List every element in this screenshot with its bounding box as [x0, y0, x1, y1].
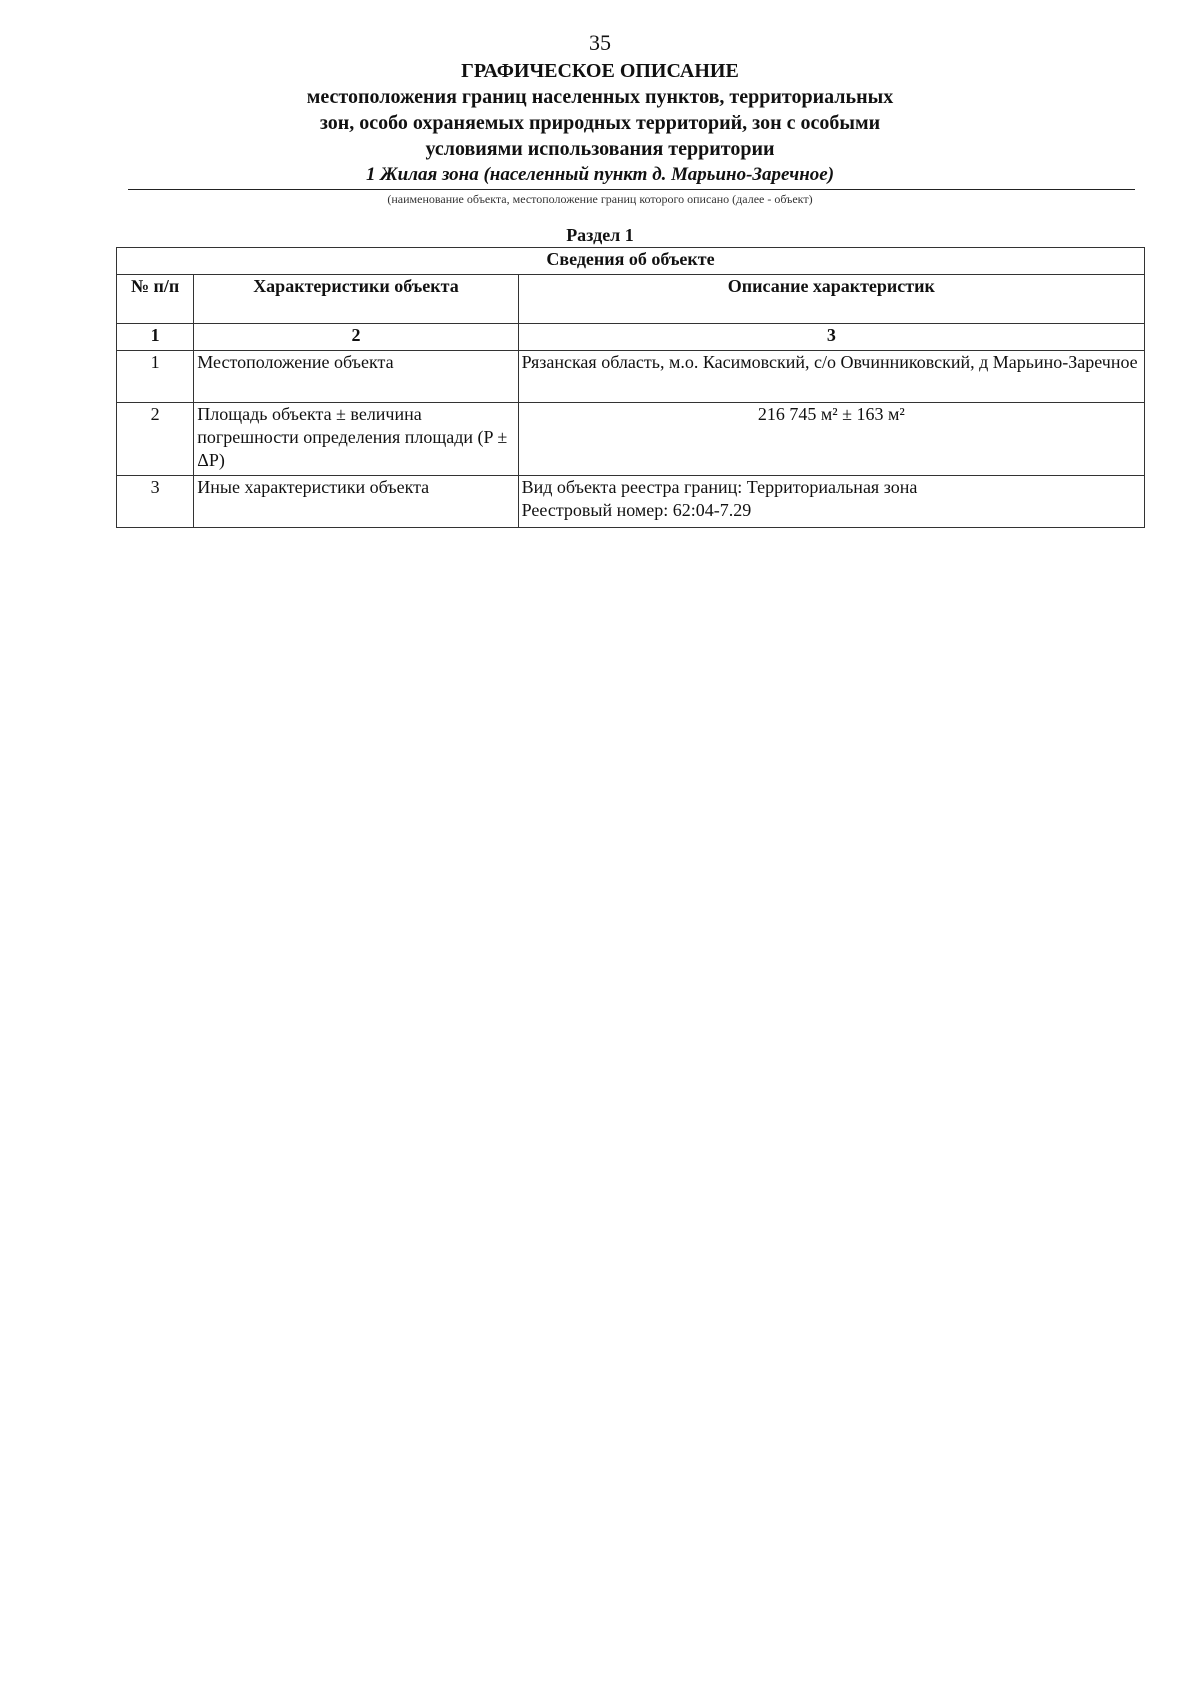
column-number-row [117, 324, 1145, 351]
column-number-2: 2 [194, 324, 518, 351]
row-number: 2 [117, 403, 194, 476]
document-subtitle-line-1: местоположения границ населенных пунктов, территориальных [306, 86, 894, 108]
row-description-line-1: Вид объекта реестра границ: Территориальная зона [521, 477, 918, 497]
column-header-number: № п/п [117, 275, 194, 324]
row-description: 216 745 м² ± 163 м² [518, 403, 1144, 476]
document-title-block [0, 58, 1200, 162]
row-number: 3 [117, 476, 194, 528]
object-info-table [116, 247, 1145, 528]
table-row [117, 351, 1145, 403]
document-subtitle-line-3: условиями использования территории [425, 138, 775, 160]
document-subtitle-line-2: зон, особо охраняемых природных территорий, зон с особыми [319, 112, 881, 134]
table-header-row [117, 275, 1145, 324]
document-title: ГРАФИЧЕСКОЕ ОПИСАНИЕ [461, 60, 739, 82]
page-number: 35 [589, 30, 611, 55]
table-caption: Сведения об объекте [117, 248, 1145, 275]
row-description: Рязанская область, м.о. Касимовский, с/о Овчинниковский, д Марьино-Заречное [518, 351, 1144, 403]
column-header-description: Описание характеристик [518, 275, 1144, 324]
object-caption: (наименование объекта, местоположение границ которого описано (далее - объект) [387, 192, 813, 206]
row-characteristic: Местоположение объекта [194, 351, 518, 403]
section-title: Раздел 1 [566, 225, 634, 245]
row-characteristic: Иные характеристики объекта [194, 476, 518, 528]
row-characteristic: Площадь объекта ± величина погрешности определения площади (P ± ΔP) [194, 403, 518, 476]
object-name-underline [128, 189, 1135, 190]
column-number-1: 1 [117, 324, 194, 351]
table-row [117, 403, 1145, 476]
column-number-3: 3 [518, 324, 1144, 351]
column-header-characteristic: Характеристики объекта [194, 275, 518, 324]
row-number: 1 [117, 351, 194, 403]
row-description-line-2: Реестровый номер: 62:04-7.29 [521, 500, 752, 520]
table-row [117, 476, 1145, 528]
object-name: 1 Жилая зона (населенный пункт д. Марьино-Заречное) [365, 164, 835, 185]
row-description [518, 476, 1144, 528]
table-caption-row [117, 248, 1145, 275]
